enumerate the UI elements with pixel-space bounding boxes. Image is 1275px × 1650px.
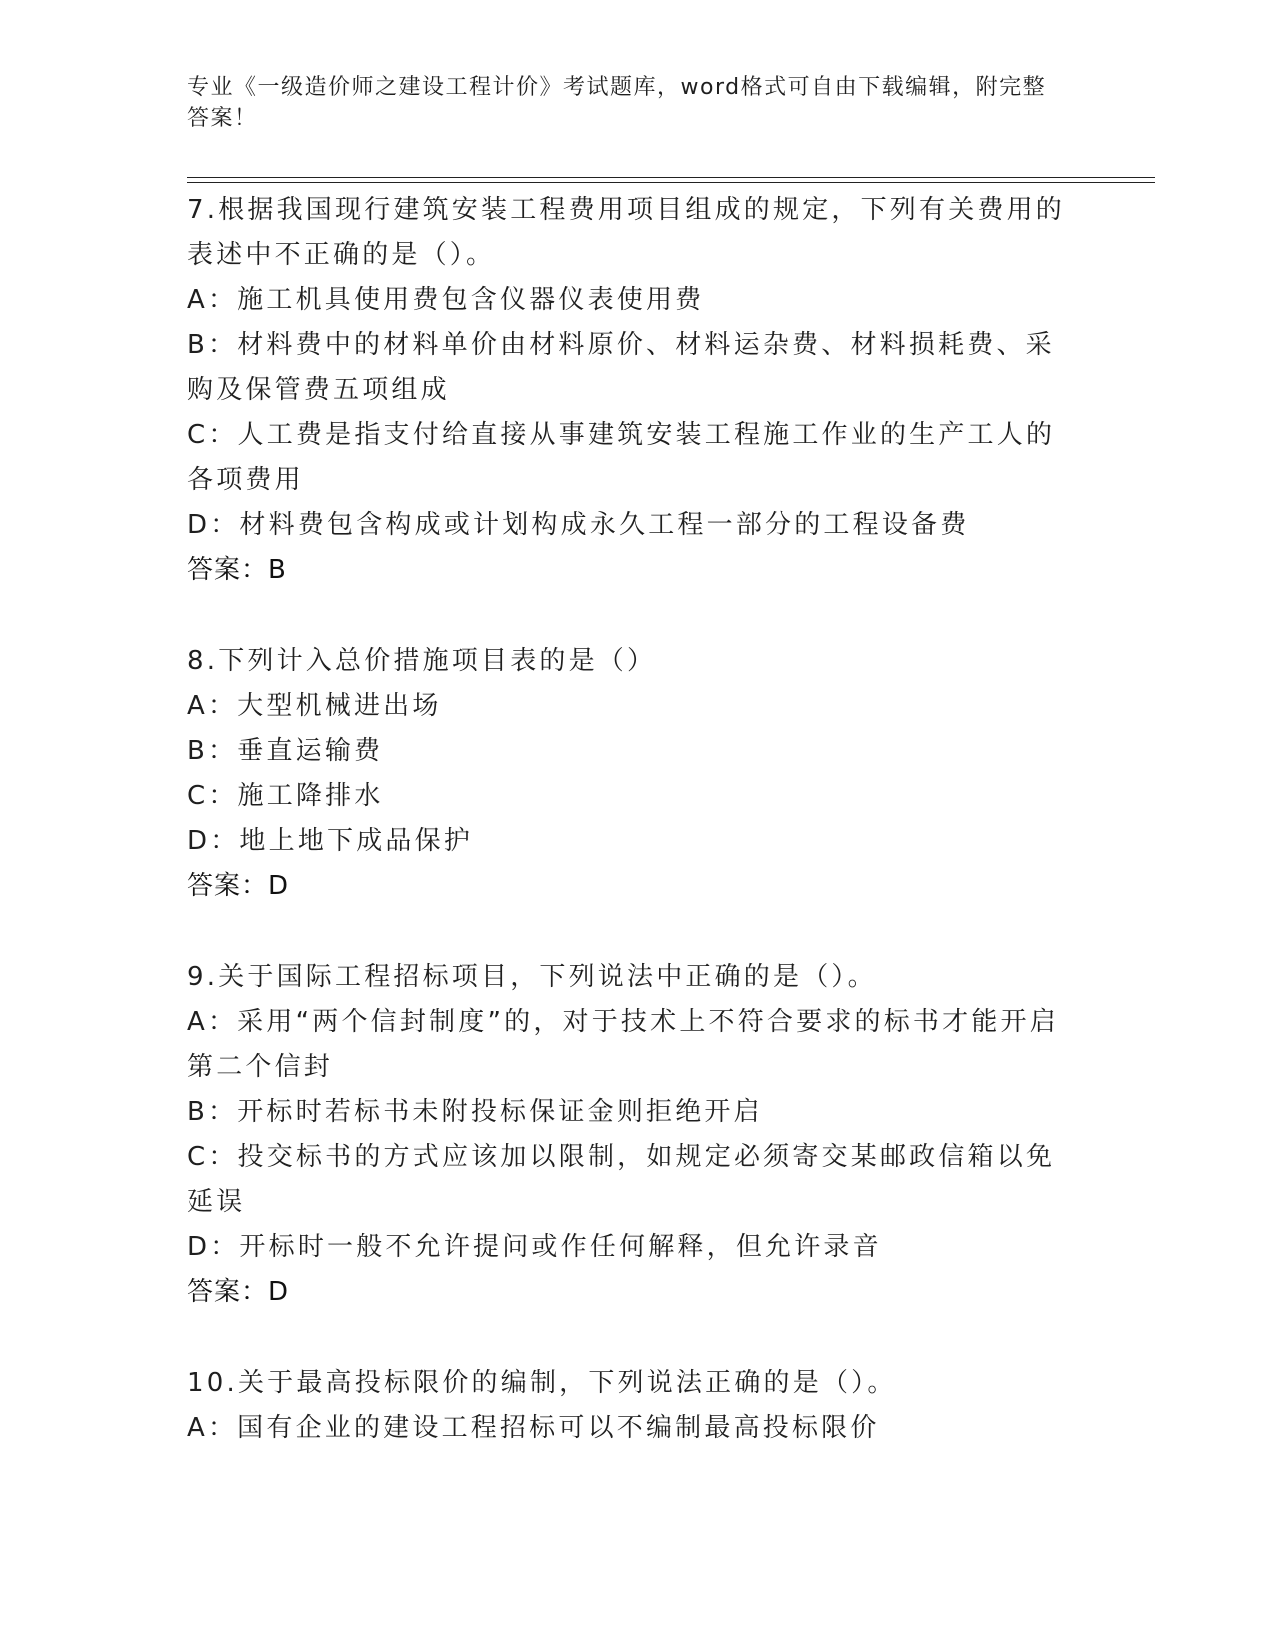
- answer: 答案：D: [187, 871, 290, 901]
- question-stem: 10.关于最高投标限价的编制，下列说法正确的是（）。: [187, 1368, 897, 1398]
- option-c: C：人工费是指支付给直接从事建筑安装工程施工作业的生产工人的各项费用: [187, 420, 1056, 495]
- option-a: A：大型机械进出场: [187, 691, 442, 721]
- divider-line-bottom: [187, 182, 1155, 183]
- question-10: [187, 1361, 1067, 1451]
- answer: 答案：D: [187, 1277, 290, 1307]
- option-d: D：材料费包含构成或计划构成永久工程一部分的工程设备费: [187, 510, 970, 540]
- option-a: A：施工机具使用费包含仪器仪表使用费: [187, 285, 705, 315]
- header-divider: [187, 177, 1155, 183]
- answer: 答案：B: [187, 555, 287, 585]
- question-list: [187, 188, 1067, 1497]
- question-9: [187, 955, 1067, 1315]
- question-stem: 9.关于国际工程招标项目，下列说法中正确的是（）。: [187, 962, 877, 992]
- option-b: B：垂直运输费: [187, 736, 384, 766]
- option-d: D：地上地下成品保护: [187, 826, 474, 856]
- option-c: C：施工降排水: [187, 781, 384, 811]
- question-stem: 7.根据我国现行建筑安装工程费用项目组成的规定，下列有关费用的表述中不正确的是（）。: [187, 195, 1066, 270]
- divider-line-top: [187, 177, 1155, 178]
- question-8: [187, 639, 1067, 909]
- option-a: A：国有企业的建设工程招标可以不编制最高投标限价: [187, 1413, 880, 1443]
- option-c: C：投交标书的方式应该加以限制，如规定必须寄交某邮政信箱以免延误: [187, 1142, 1056, 1217]
- option-d: D：开标时一般不允许提问或作任何解释，但允许录音: [187, 1232, 882, 1262]
- option-b: B：开标时若标书未附投标保证金则拒绝开启: [187, 1097, 763, 1127]
- option-b: B：材料费中的材料单价由材料原价、材料运杂费、材料损耗费、采购及保管费五项组成: [187, 330, 1055, 405]
- question-stem: 8.下列计入总价措施项目表的是（）: [187, 646, 657, 676]
- question-7: [187, 188, 1067, 593]
- option-a: A：采用“两个信封制度”的，对于技术上不符合要求的标书才能开启第二个信封: [187, 1007, 1059, 1082]
- document-header: 专业《一级造价师之建设工程计价》考试题库，word格式可自由下载编辑，附完整答案！: [187, 75, 1047, 131]
